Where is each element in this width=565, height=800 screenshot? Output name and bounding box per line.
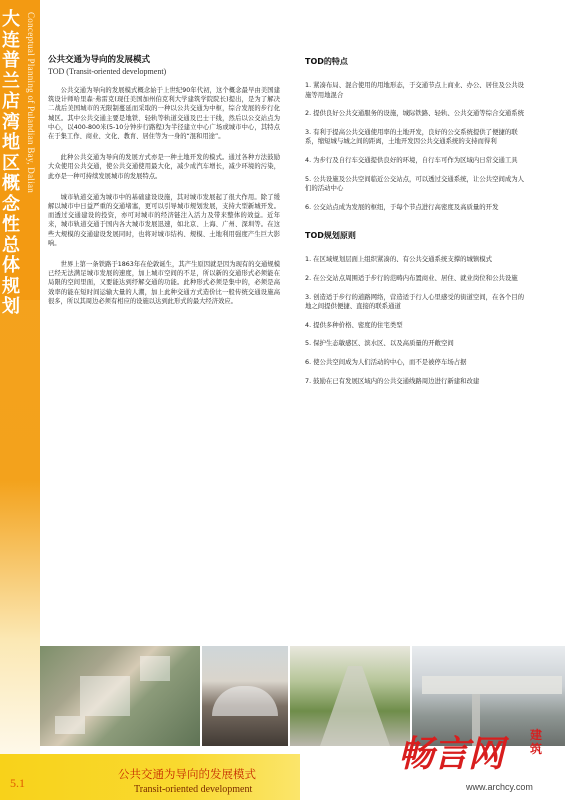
principle-item: 6. 使公共空间成为人们活动的中心，而不是被停车场占据: [305, 357, 467, 366]
feature-item: 4. 为步行及自行车交通提供良好的环境，自行车可作为区域内日常交通工具: [305, 155, 518, 164]
principle-item: 4. 提供多种价格、密度的住宅类型: [305, 320, 403, 329]
aerial-city-photo: [40, 646, 200, 746]
features-heading: TOD的特点: [305, 57, 348, 66]
section-heading-en: TOD (Transit-oriented development): [48, 67, 167, 76]
paragraph: 公共交通为导向的发展模式概念始于上世纪90年代初，这个概念最早由美国建筑设计师哈里森·弗雷克(现任美国加州伯克利大学建筑学院院长)提出，是为了解决二战后美国城市的无限制蔓延而采取的一种以公共交通为中枢，综合发展的步行化城区。其中公共交通主要是地铁、轻轨等轨道交通及巴士干线，然后以公交站点为中心，以400-800米(5-10分钟步行路程)为半径建立中心广场或城市中心，其特点在于集工作、商业、文化、教育、居住等为一身的“混和用途”。: [48, 87, 280, 141]
watermark-logo-text: 畅言网: [398, 734, 504, 775]
watermark-logo: [398, 726, 558, 786]
pedestrian-path-photo: [290, 646, 410, 746]
principle-item: 1. 在区域规划层面上组织紧凑的、有公共交通系统支撑的城镇模式: [305, 255, 493, 264]
left-column: [48, 54, 280, 318]
principles-heading: TOD规划原则: [305, 231, 356, 241]
sidebar-title-cn: 大连普兰店湾地区概念性总体规划: [2, 9, 20, 317]
sidebar: [0, 0, 40, 800]
page-number: 5.1: [10, 776, 25, 790]
watermark-logo-side: 建筑: [530, 728, 543, 756]
right-column: [305, 56, 530, 395]
footer-title-en: Transit-oriented development: [134, 784, 253, 795]
principle-item: 3. 创造适于步行的道路网络，营造适于行人心里感受的街道空间，在各个目的地之间提供便捷、直接的联系通道: [305, 292, 525, 311]
paragraph: 此种公共交通为导向的发展方式亦是一种土地开发的模式。通过各种方法鼓励大众使用公共交通，使公共交通使用最大化，减少成汽车增长，减少环境的污染，此亦是一种可持续发展城市的发展特点。: [48, 154, 280, 180]
principle-item: 7. 鼓励在已有发展区域内的公共交通线路周边进行新建和改建: [305, 376, 480, 385]
principle-item: 2. 在公交站点周围适于步行的范畴内布置商业、居住、就业岗位和公共设施: [305, 273, 518, 282]
watermark-url: www.archcy.com: [466, 782, 533, 792]
footer-title-cn: 公共交通为导向的发展模式: [118, 767, 256, 781]
feature-item: 5. 公共设施及公共空间临近公交站点，可以透过交通系统，让公共空间成为人们的活动中心: [305, 174, 525, 193]
paragraph: 城市轨道交通为城市中的基础建设设施，其对城市发展起了很大作用。除了缓解以城市中日益严重的交通堵塞，更可以引导城市规划发展，支持大型新城开发。而透过交通建设的投资，亦可对城市的经济链注入活力及带来整体的效益。近年来，城市轨道交通于国内各大城市发展迅速，如北京、上海、广州、深圳等。在这些大规模的交通建设发展同时，也将对城市结构、规模、土地利用强度产生巨大影响。: [48, 193, 280, 247]
principle-item: 5. 保护生态敏感区、滨水区、以及高质量的开敞空间: [305, 339, 454, 348]
section-heading-cn: 公共交通为导向的发展模式: [48, 55, 151, 65]
footer-band: [0, 754, 300, 800]
feature-item: 6. 公交站点成为发展的枢纽，于每个节点进行高密度及高质量的开发: [305, 202, 499, 211]
feature-item: 2. 提供良好公共交通服务的设施，城际铁路、轻轨、公共交通等综合交通系统: [305, 109, 525, 118]
feature-item: 1. 紧凑布局、混合使用的用地形态，于交通节点上商业、办公、居住及公共设施等用地混合: [305, 81, 525, 99]
transit-station-photo: [202, 646, 288, 746]
sidebar-title-en: Conceptual Planning of Pulandian Bay, Dalian: [26, 12, 36, 194]
feature-item: 3. 有利于提高公共交通使用率的土地开发，良好的公交系统提供了便捷的联系，缩短城与城之间的距离，土地开发因公共交通系统的支持而得利: [305, 127, 518, 146]
paragraph: 世界上第一条铁路于1863年在伦敦诞生，其产生原因就是因为现有的交通规模已经无法满足城市发展的速度，加上城市空间的不足，所以新的交通形式必须能在局限的空间里面，又要能达到纾解交通的功能。此种形式必须是集中的，必须是高效率的能在短时间运输大量的人潮，加上此种交通方式造价比一般传统交通设施高很多，所以其周边必须有相应的设施以达到此形式的最大经济效应。: [48, 261, 280, 305]
